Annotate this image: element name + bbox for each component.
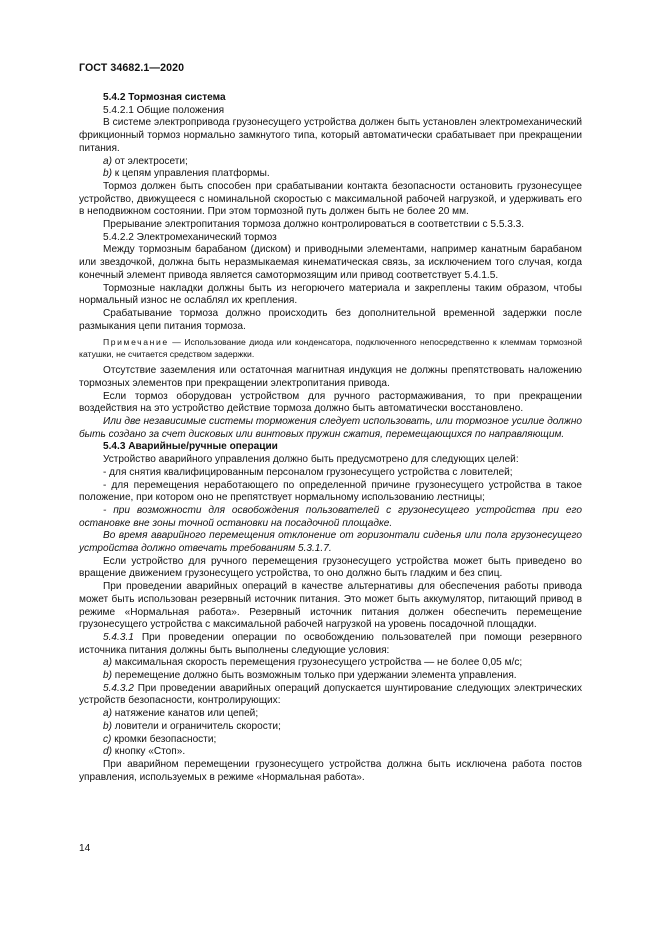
list-item: а) максимальная скорость перемещения грузонесущего устройства — не более 0,05 м/с; <box>103 657 523 669</box>
clause-number: 5.4.3.1 <box>103 631 134 643</box>
paragraph: 5.4.3.2 При проведении аварийных операций допускается шунтирование следующих электрических устройств безопасности, контролирующих: <box>79 682 582 707</box>
list-item: b) ловители и ограничитель скорости; <box>103 720 281 732</box>
list-item: c) кромки безопасности; <box>103 733 217 745</box>
page-number: 14 <box>79 843 91 854</box>
paragraph: Срабатывание тормоза должно происходить без дополнительной временной задержки после размыкания цепи питания тормоза. <box>79 307 582 332</box>
subsection-heading-5-4-2-1: 5.4.2.1 Общие положения <box>103 104 225 116</box>
paragraph: Прерывание электропитания тормоза должно контролироваться в соответствии с 5.5.3.3. <box>103 219 525 231</box>
note <box>79 337 582 360</box>
paragraph: Тормозные накладки должны быть из негорючего материала и закреплены таким образом, чтобы нормальный износ не ослаблял их крепления. <box>79 282 582 307</box>
list-item: - для перемещения неработающего по определенной причине грузонесущего устройства в такое положение, при котором оно не препятствует нормальному использованию лестницы; <box>79 479 582 504</box>
section-heading-5-4-3: 5.4.3 Аварийные/ручные операции <box>103 441 278 453</box>
paragraph: Если устройство для ручного перемещения грузонесущего устройства может быть приведено во вращение движением грузонесущего устройства, то оно должно быть гладким и без спиц. <box>79 555 582 580</box>
paragraph: 5.4.3.1 При проведении операции по освобождению пользователей при помощи резервного источника питания должны быть выполнены следующие условия: <box>79 631 582 656</box>
clause-number: 5.4.3.2 <box>103 682 134 694</box>
list-item: d) кнопку «Стоп». <box>103 746 186 758</box>
paragraph: При проведении аварийных операций в качестве альтернативы для обеспечения работы привода может быть использован резервный источник питания. Это может быть аккумулятор, питающий привод в режиме «Нормальная работа». Резервный источник питания должен обеспечить перемещение грузонесущего устройства с максимальной рабочей нагрузкой на уровень посадочной площадки. <box>79 581 582 631</box>
list-item: b) перемещение должно быть возможным только при удержании элемента управления. <box>103 670 517 682</box>
list-item-italic: - при возможности для освобождения пользователей с грузонесущего устройства при его остановке вне зоны точной остановки на посадочной площадке. <box>79 504 582 529</box>
paragraph-italic: Во время аварийного перемещения отклонение от горизонтали сиденья или пола грузонесущего устройства должно отвечать требованиям 5.3.1.7. <box>79 530 582 555</box>
list-item: b) к цепям управления платформы. <box>103 168 270 180</box>
paragraph: Между тормозным барабаном (диском) и приводными элементами, например канатным барабаном или звездочкой, должна быть неразмыкаемая кинематическая связь, за исключением того случая, когда конечный элемент привода является самотормозящим или привод соответствует 5.4.1.5. <box>79 244 582 281</box>
paragraph-italic: Или две независимые системы торможения следует использовать, или тормозное усилие должно быть создано за счет дисковых или винтовых пружин сжатия, перемещающихся по направляющим. <box>79 415 582 440</box>
paragraph: Отсутствие заземления или остаточная магнитная индукция не должны препятствовать наложению тормозных элементов при прекращении электропитания привода. <box>79 365 582 389</box>
note-label: Примечание <box>103 337 169 348</box>
section-heading-5-4-2: 5.4.2 Тормозная система <box>103 92 226 103</box>
paragraph: В системе электропривода грузонесущего устройства должен быть установлен электромеханический фрикционный тормоз нормально замкнутого типа, который автоматически срабатывает при прекращении питания. <box>79 117 582 154</box>
list-item: - для снятия квалифицированным персоналом грузонесущего устройства с ловителей; <box>103 466 513 478</box>
paragraph: Если тормоз оборудован устройством для ручного растормаживания, то при прекращении воздействия на это устройство действие тормоза должно быть автоматически восстановлено. <box>79 390 582 415</box>
document-header: ГОСТ 34682.1—2020 <box>79 62 185 74</box>
list-item: а) от электросети; <box>103 155 188 167</box>
subsection-heading-5-4-2-2: 5.4.2.2 Электромеханический тормоз <box>103 231 277 243</box>
list-item: а) натяжение канатов или цепей; <box>103 708 259 720</box>
paragraph: Устройство аварийного управления должно быть предусмотрено для следующих целей: <box>103 454 519 466</box>
document-body <box>79 92 582 784</box>
paragraph: При аварийном перемещении грузонесущего устройства должна быть исключена работа постов управления, используемых в режиме «Нормальная работа». <box>79 758 582 783</box>
paragraph: Тормоз должен быть способен при срабатывании контакта безопасности остановить грузонесущее устройство, движущееся с номинальной скоростью с максимальной рабочей нагрузкой, и удерживать его в неподвижном состоянии. При этом тормозной путь должен быть не более 20 мм. <box>79 180 582 218</box>
note-text: — Использование диода или конденсатора, подключенного непосредственно к клеммам тормозной катушки, не считается средством задержки. <box>79 337 582 359</box>
